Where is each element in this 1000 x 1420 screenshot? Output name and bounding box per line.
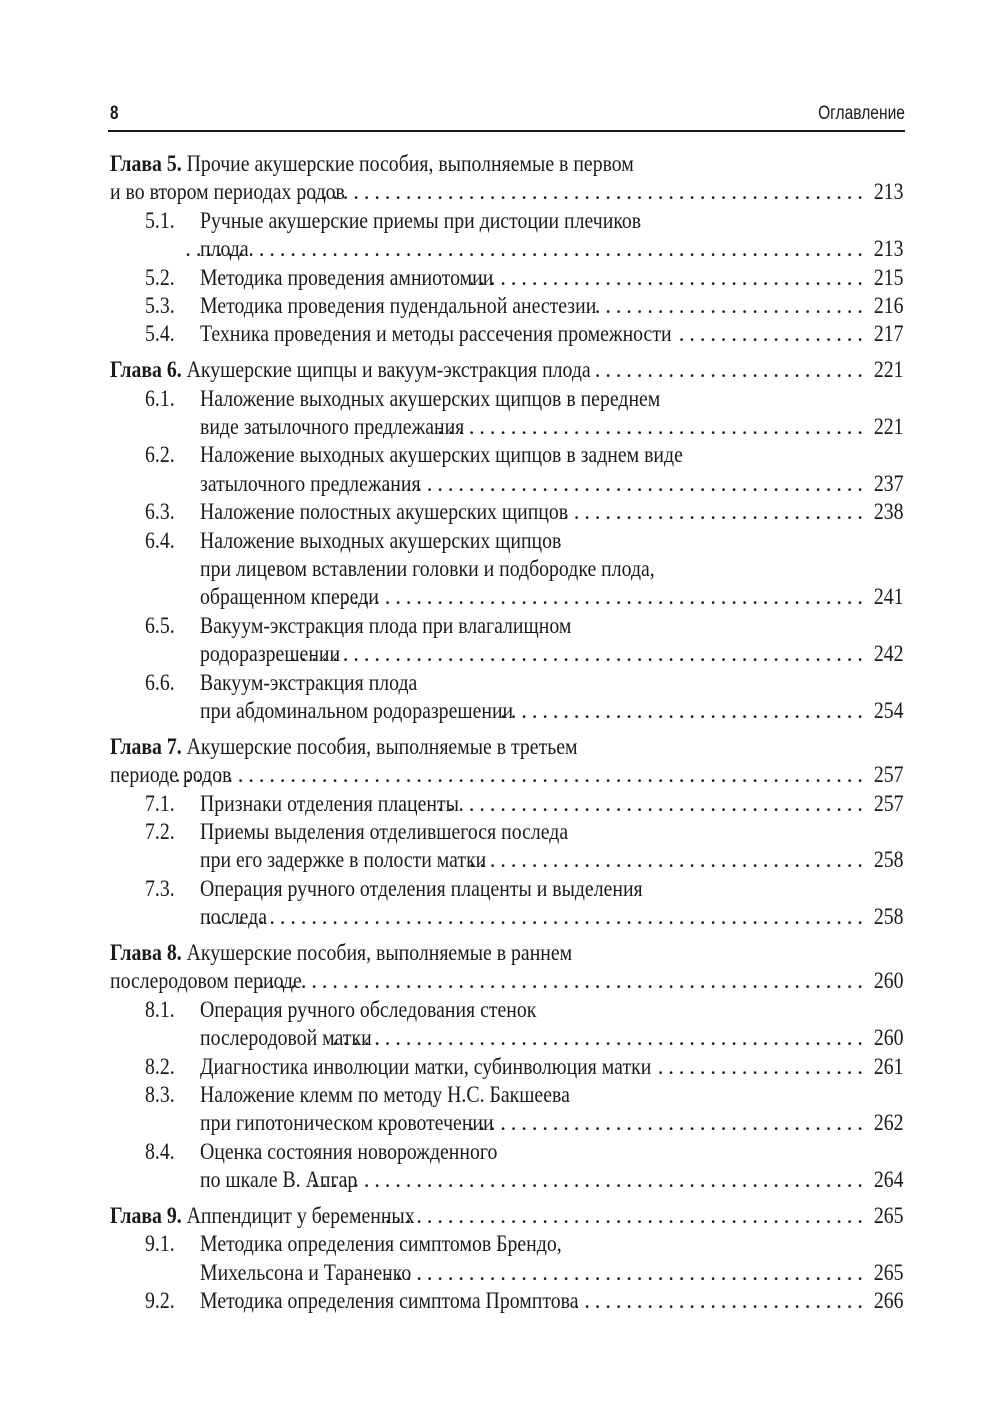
toc-line [110,178,903,206]
dot-leader [186,235,862,263]
entry-title-line: Методика проведения амниотомии [200,264,494,290]
toc-line [110,669,903,697]
section-number: 8.3. [145,1082,175,1107]
page-ref: 257 [873,790,903,816]
toc-section [110,1081,903,1138]
entry-text [200,669,417,697]
entry-title-line: Наложение выходных акушерских щипцов в переднем [200,385,661,411]
entry-title-line: Акушерские пособия, выполняемые в раннем [186,940,573,966]
dot-leader [375,1259,862,1287]
dot-leader [678,320,862,348]
toc-section [110,790,903,818]
entry-text [200,875,643,903]
toc-section [110,1287,903,1315]
entry-title-line: виде затылочного предлежания [200,414,465,440]
entry-title-line: Наложение полостных акушерских щипцов [200,499,569,525]
page-ref: 257 [873,762,903,788]
toc-chapter [110,733,903,932]
toc-line [110,356,903,384]
entry-title-line: Методика проведения пудендальной анестезии [200,292,597,318]
page-ref: 260 [873,1025,903,1051]
page-ref: 265 [873,1259,903,1285]
toc-line [110,1081,903,1109]
entry-text [200,1287,578,1315]
toc-line [110,583,903,611]
toc-line [110,292,903,320]
dot-leader [558,498,863,526]
section-number: 6.6. [145,669,175,695]
dot-leader [471,1109,862,1137]
entry-title-line: Признаки отделения плаценты [200,790,459,816]
toc-section [110,527,903,612]
entry-text [200,413,464,441]
section-number: 8.2. [145,1053,175,1079]
section-number: 7.2. [145,818,175,844]
section-number: 6.5. [145,612,175,638]
entry-text [200,790,459,818]
entry-text [200,1081,570,1109]
entry-title-line: при лицевом вставлении головки и подбородке плода, [200,555,655,581]
toc-chapter [110,1202,903,1316]
entry-title-line: Наложение выходных акушерских щипцов [200,527,562,553]
toc-section [110,996,903,1053]
entry-title-line: последа [200,904,267,930]
entry-title-line: при гипотоническом кровотечении [200,1110,494,1136]
toc-line [110,498,903,526]
entry-text [200,1138,497,1166]
dot-leader [385,1202,863,1230]
entry-title-line: обращенном кпереди [200,584,379,610]
running-header [108,100,905,132]
toc-line [110,470,903,498]
table-of-contents [110,150,903,1323]
toc-line [110,790,903,818]
toc-line [110,1287,903,1315]
toc-line [110,761,903,789]
entry-title-line: при абдоминальном родоразрешении [200,697,514,723]
toc-chapter [110,150,903,349]
entry-title-line: при его задержке в полости матки [200,847,487,873]
chapter-label: Глава 8. [110,940,182,966]
entry-text [110,1202,415,1230]
page-ref: 221 [873,357,903,383]
toc-line [110,818,903,846]
toc-line [110,527,903,555]
section-number: 5.2. [145,264,175,290]
page-ref: 266 [873,1288,903,1314]
toc-line [110,1259,903,1287]
entry-title-line: Методика определения симптомов Брендо, [200,1231,562,1257]
page-ref: 216 [873,292,903,318]
toc-section [110,207,903,264]
entry-text [200,385,660,413]
page-ref: 265 [873,1203,903,1229]
page-ref: 242 [873,641,903,667]
entry-title-line: Михельсона и Тараненко [200,1259,412,1285]
entry-text [200,527,561,555]
dot-leader [463,846,863,874]
chapter-label: Глава 9. [110,1203,182,1229]
toc-line [110,846,903,874]
entry-text [200,1053,651,1081]
page-ref: 237 [873,470,903,496]
section-number: 6.1. [145,385,175,411]
section-number: 6.4. [145,527,175,553]
dot-leader [591,292,863,320]
dot-leader [254,967,863,995]
page-ref: 217 [873,321,903,347]
toc-section [110,320,903,348]
toc-line [110,697,903,725]
toc-line [110,441,903,469]
toc-section [110,385,903,442]
dot-leader [437,413,862,441]
toc-line [110,1109,903,1137]
toc-line [110,939,903,967]
entry-text [200,818,568,846]
section-number: 7.3. [145,875,175,901]
page-ref: 215 [873,264,903,290]
toc-line [110,207,903,235]
entry-text [110,733,578,761]
toc-line [110,235,903,263]
chapter-label: Глава 7. [110,733,182,759]
toc-line [110,612,903,640]
entry-title-line: Оценка состояния новорожденного [200,1138,498,1164]
entry-title-line: Наложение выходных акушерских щипцов в заднем виде [200,442,683,468]
dot-leader [570,1287,863,1315]
toc-section [110,1230,903,1287]
page-ref: 241 [873,584,903,610]
entry-title-line: Вакуум-экстракция плода [200,669,418,695]
toc-line [110,320,903,348]
page-number: 8 [110,103,119,124]
toc-section [110,818,903,875]
page-ref: 258 [873,847,903,873]
entry-text [110,150,634,178]
toc-section [110,292,903,320]
page-ref: 264 [873,1167,903,1193]
entry-title-line: Техника проведения и методы рассечения промежности [200,321,672,347]
running-title: Оглавление [818,103,905,124]
entry-title-line: затылочного предлежания [200,470,421,496]
dot-leader [329,1024,862,1052]
toc-line [110,903,903,931]
dot-leader [172,761,863,789]
entry-text [110,356,591,384]
entry-title-line: Методика определения симптома Промптова [200,1288,579,1314]
dot-leader [494,697,863,725]
section-number: 7.1. [145,790,175,816]
dot-leader [431,790,863,818]
entry-title-line: и во втором периодах родов [110,179,345,205]
entry-text [200,320,672,348]
entry-title-line: Акушерские щипцы и вакуум-экстракция плода [186,357,591,383]
section-number: 6.3. [145,499,175,525]
chapter-label: Глава 6. [110,357,182,383]
dot-leader [313,1166,863,1194]
entry-text [200,996,536,1024]
entry-text [200,1230,562,1258]
toc-line [110,413,903,441]
page-ref: 262 [873,1110,903,1136]
section-number: 5.4. [145,321,175,347]
entry-title-line: периоде родов [110,762,232,788]
toc-line [110,1138,903,1166]
entry-text [200,612,571,640]
entry-title-line: Аппендицит у беременных [186,1203,415,1229]
toc-section [110,498,903,526]
toc-line [110,1166,903,1194]
dot-leader [208,903,863,931]
entry-text [200,1109,494,1137]
toc-section [110,669,903,726]
toc-section [110,612,903,669]
dot-leader [471,264,863,292]
entry-title-line: послеродовом периоде [110,968,302,994]
dot-leader [590,356,863,384]
entry-title-line: Ручные акушерские приемы при дистоции плечиков [200,207,642,233]
section-number: 9.1. [145,1231,175,1257]
entry-text [200,292,596,320]
toc-line [110,1230,903,1258]
chapter-label: Глава 5. [110,151,182,176]
section-number: 5.1. [145,207,175,233]
toc-line [110,640,903,668]
toc-line [110,150,903,178]
section-number: 6.2. [145,442,175,468]
section-number: 9.2. [145,1288,175,1314]
entry-title-line: Прочие акушерские пособия, выполняемые в первом [186,151,634,176]
dot-leader [386,470,862,498]
page-ref: 213 [873,179,903,205]
section-number: 8.1. [145,996,175,1022]
entry-text [200,555,655,583]
page-ref: 260 [873,968,903,994]
entry-title-line: родоразрешении [200,641,341,667]
entry-text [200,207,641,235]
page-ref: 261 [873,1053,903,1079]
toc-section [110,1138,903,1195]
entry-title-line: плода [200,236,249,262]
toc-line [110,385,903,413]
toc-line [110,555,903,583]
dot-leader [304,178,863,206]
toc-line [110,733,903,761]
entry-title-line: Диагностика инволюции матки, субинволюция матки [200,1053,652,1079]
toc-section [110,264,903,292]
toc-line [110,967,903,995]
toc-line [110,1202,903,1230]
entry-text [200,846,486,874]
toc-section [110,1053,903,1081]
dot-leader [293,640,863,668]
toc-line [110,1024,903,1052]
entry-title-line: по шкале В. Апгар [200,1167,358,1193]
page-ref: 213 [873,236,903,262]
dot-leader [338,583,863,611]
entry-text [200,498,568,526]
entry-text [200,264,493,292]
page-ref: 221 [873,414,903,440]
toc-chapter [110,356,903,725]
dot-leader [654,1053,862,1081]
entry-text [200,441,683,469]
entry-title-line: Акушерские пособия, выполняемые в третьем [186,733,578,759]
entry-title-line: Операция ручного отделения плаценты и выделения [200,875,643,901]
toc-line [110,1053,903,1081]
toc-section [110,875,903,932]
section-number: 8.4. [145,1138,175,1164]
entry-text [200,697,513,725]
toc-chapter [110,939,903,1195]
entry-text [110,939,572,967]
toc-line [110,264,903,292]
toc-line [110,875,903,903]
page-ref: 258 [873,904,903,930]
page-ref: 254 [873,697,903,723]
toc-section [110,441,903,498]
section-number: 5.3. [145,292,175,318]
entry-title-line: послеродовой матки [200,1025,372,1051]
entry-title-line: Приемы выделения отделившегося последа [200,818,569,844]
entry-title-line: Операция ручного обследования стенок [200,996,537,1022]
toc-line [110,996,903,1024]
entry-title-line: Наложение клемм по методу Н.С. Бакшеева [200,1082,570,1107]
page-ref: 238 [873,499,903,525]
entry-title-line: Вакуум-экстракция плода при влагалищном [200,612,572,638]
